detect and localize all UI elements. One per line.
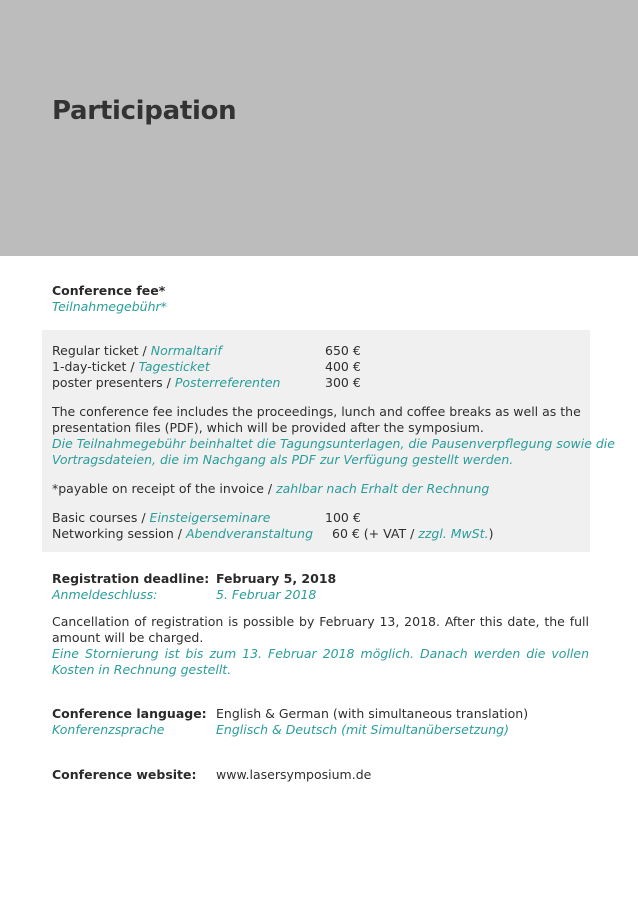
registration-deadline-label — [52, 571, 209, 603]
lang-label-de: Konferenzsprache — [52, 722, 165, 737]
registration-deadline-value — [216, 571, 336, 603]
fee-includes-en-2: presentation files (PDF), which will be provided after the symposium. — [52, 420, 484, 435]
ticket-name-de: Normaltarif — [150, 343, 222, 358]
ticket-row-poster — [52, 375, 280, 391]
cancel-de: Eine Stornierung ist bis zum 13. Februar 2018 möglich. Danach werden die vollen Kosten in Rechnung gestellt. — [52, 646, 589, 677]
separator: / — [263, 481, 277, 496]
reg-date-de: 5. Februar 2018 — [216, 587, 317, 602]
extra-row-networking — [52, 526, 313, 542]
conference-language-value — [216, 706, 528, 738]
fee-label-en: Conference fee* — [52, 283, 166, 298]
ticket-price-day: 400 € — [325, 359, 361, 374]
conference-website-link[interactable]: www.lasersymposium.de — [216, 767, 372, 782]
extra-price-networking — [332, 526, 493, 542]
ticket-name-de: Tagesticket — [138, 359, 210, 374]
lang-label-en: Conference language: — [52, 706, 207, 721]
conference-fee-heading — [52, 283, 167, 315]
fee-includes-en-1: The conference fee includes the proceedings, lunch and coffee breaks as well as the — [52, 404, 581, 419]
price-vat-de: zzgl. MwSt. — [418, 526, 489, 541]
lang-value-de: Englisch & Deutsch (mit Simultanübersetzung) — [216, 722, 509, 737]
conference-website-label: Conference website: — [52, 767, 197, 782]
separator: / — [162, 375, 175, 390]
payable-de: zahlbar nach Erhalt der Rechnung — [276, 481, 490, 496]
separator: / — [126, 359, 139, 374]
header-banner — [0, 0, 638, 256]
page-title: Participation — [52, 96, 237, 126]
ticket-name-de: Posterreferenten — [174, 375, 281, 390]
reg-label-en: Registration deadline: — [52, 571, 210, 586]
ticket-price-poster: 300 € — [325, 375, 361, 390]
conference-language-label — [52, 706, 207, 738]
ticket-name-en: Regular ticket — [52, 343, 139, 358]
ticket-name-en: 1-day-ticket — [52, 359, 127, 374]
ticket-price-regular: 650 € — [325, 343, 361, 358]
ticket-name-en: poster presenters — [52, 375, 163, 390]
fee-includes-de-1: Die Teilnahmegebühr beinhaltet die Tagungsunterlagen, die Pausenverpflegung sowie die — [52, 436, 615, 451]
extra-name-en: Basic courses — [52, 510, 138, 525]
reg-date-en: February 5, 2018 — [216, 571, 337, 586]
extra-name-de: Abendveranstaltung — [185, 526, 314, 541]
lang-value-en: English & German (with simultaneous translation) — [216, 706, 529, 721]
extra-row-basic-courses — [52, 510, 270, 526]
ticket-row-day — [52, 359, 210, 375]
extra-name-en: Networking session — [52, 526, 174, 541]
fee-label-de: Teilnahmegebühr* — [52, 299, 167, 314]
cancel-en: Cancellation of registration is possible by February 13, 2018. After this date, the full amount will be charged. — [52, 614, 589, 645]
cancellation-policy — [52, 614, 589, 678]
extra-name-de: Einsteigerseminare — [149, 510, 271, 525]
extra-price-basic-courses: 100 € — [325, 510, 361, 525]
separator: / — [138, 343, 151, 358]
price-value: 60 € (+ VAT / — [332, 526, 419, 541]
price-close: ) — [488, 526, 494, 541]
separator: / — [137, 510, 150, 525]
payable-note — [52, 481, 489, 497]
separator: / — [173, 526, 186, 541]
payable-en: *payable on receipt of the invoice — [52, 481, 264, 496]
reg-label-de: Anmeldeschluss: — [52, 587, 158, 602]
fee-includes-de-2: Vortragsdateien, die im Nachgang als PDF zur Verfügung gestellt werden. — [52, 452, 514, 467]
ticket-row-regular — [52, 343, 222, 359]
